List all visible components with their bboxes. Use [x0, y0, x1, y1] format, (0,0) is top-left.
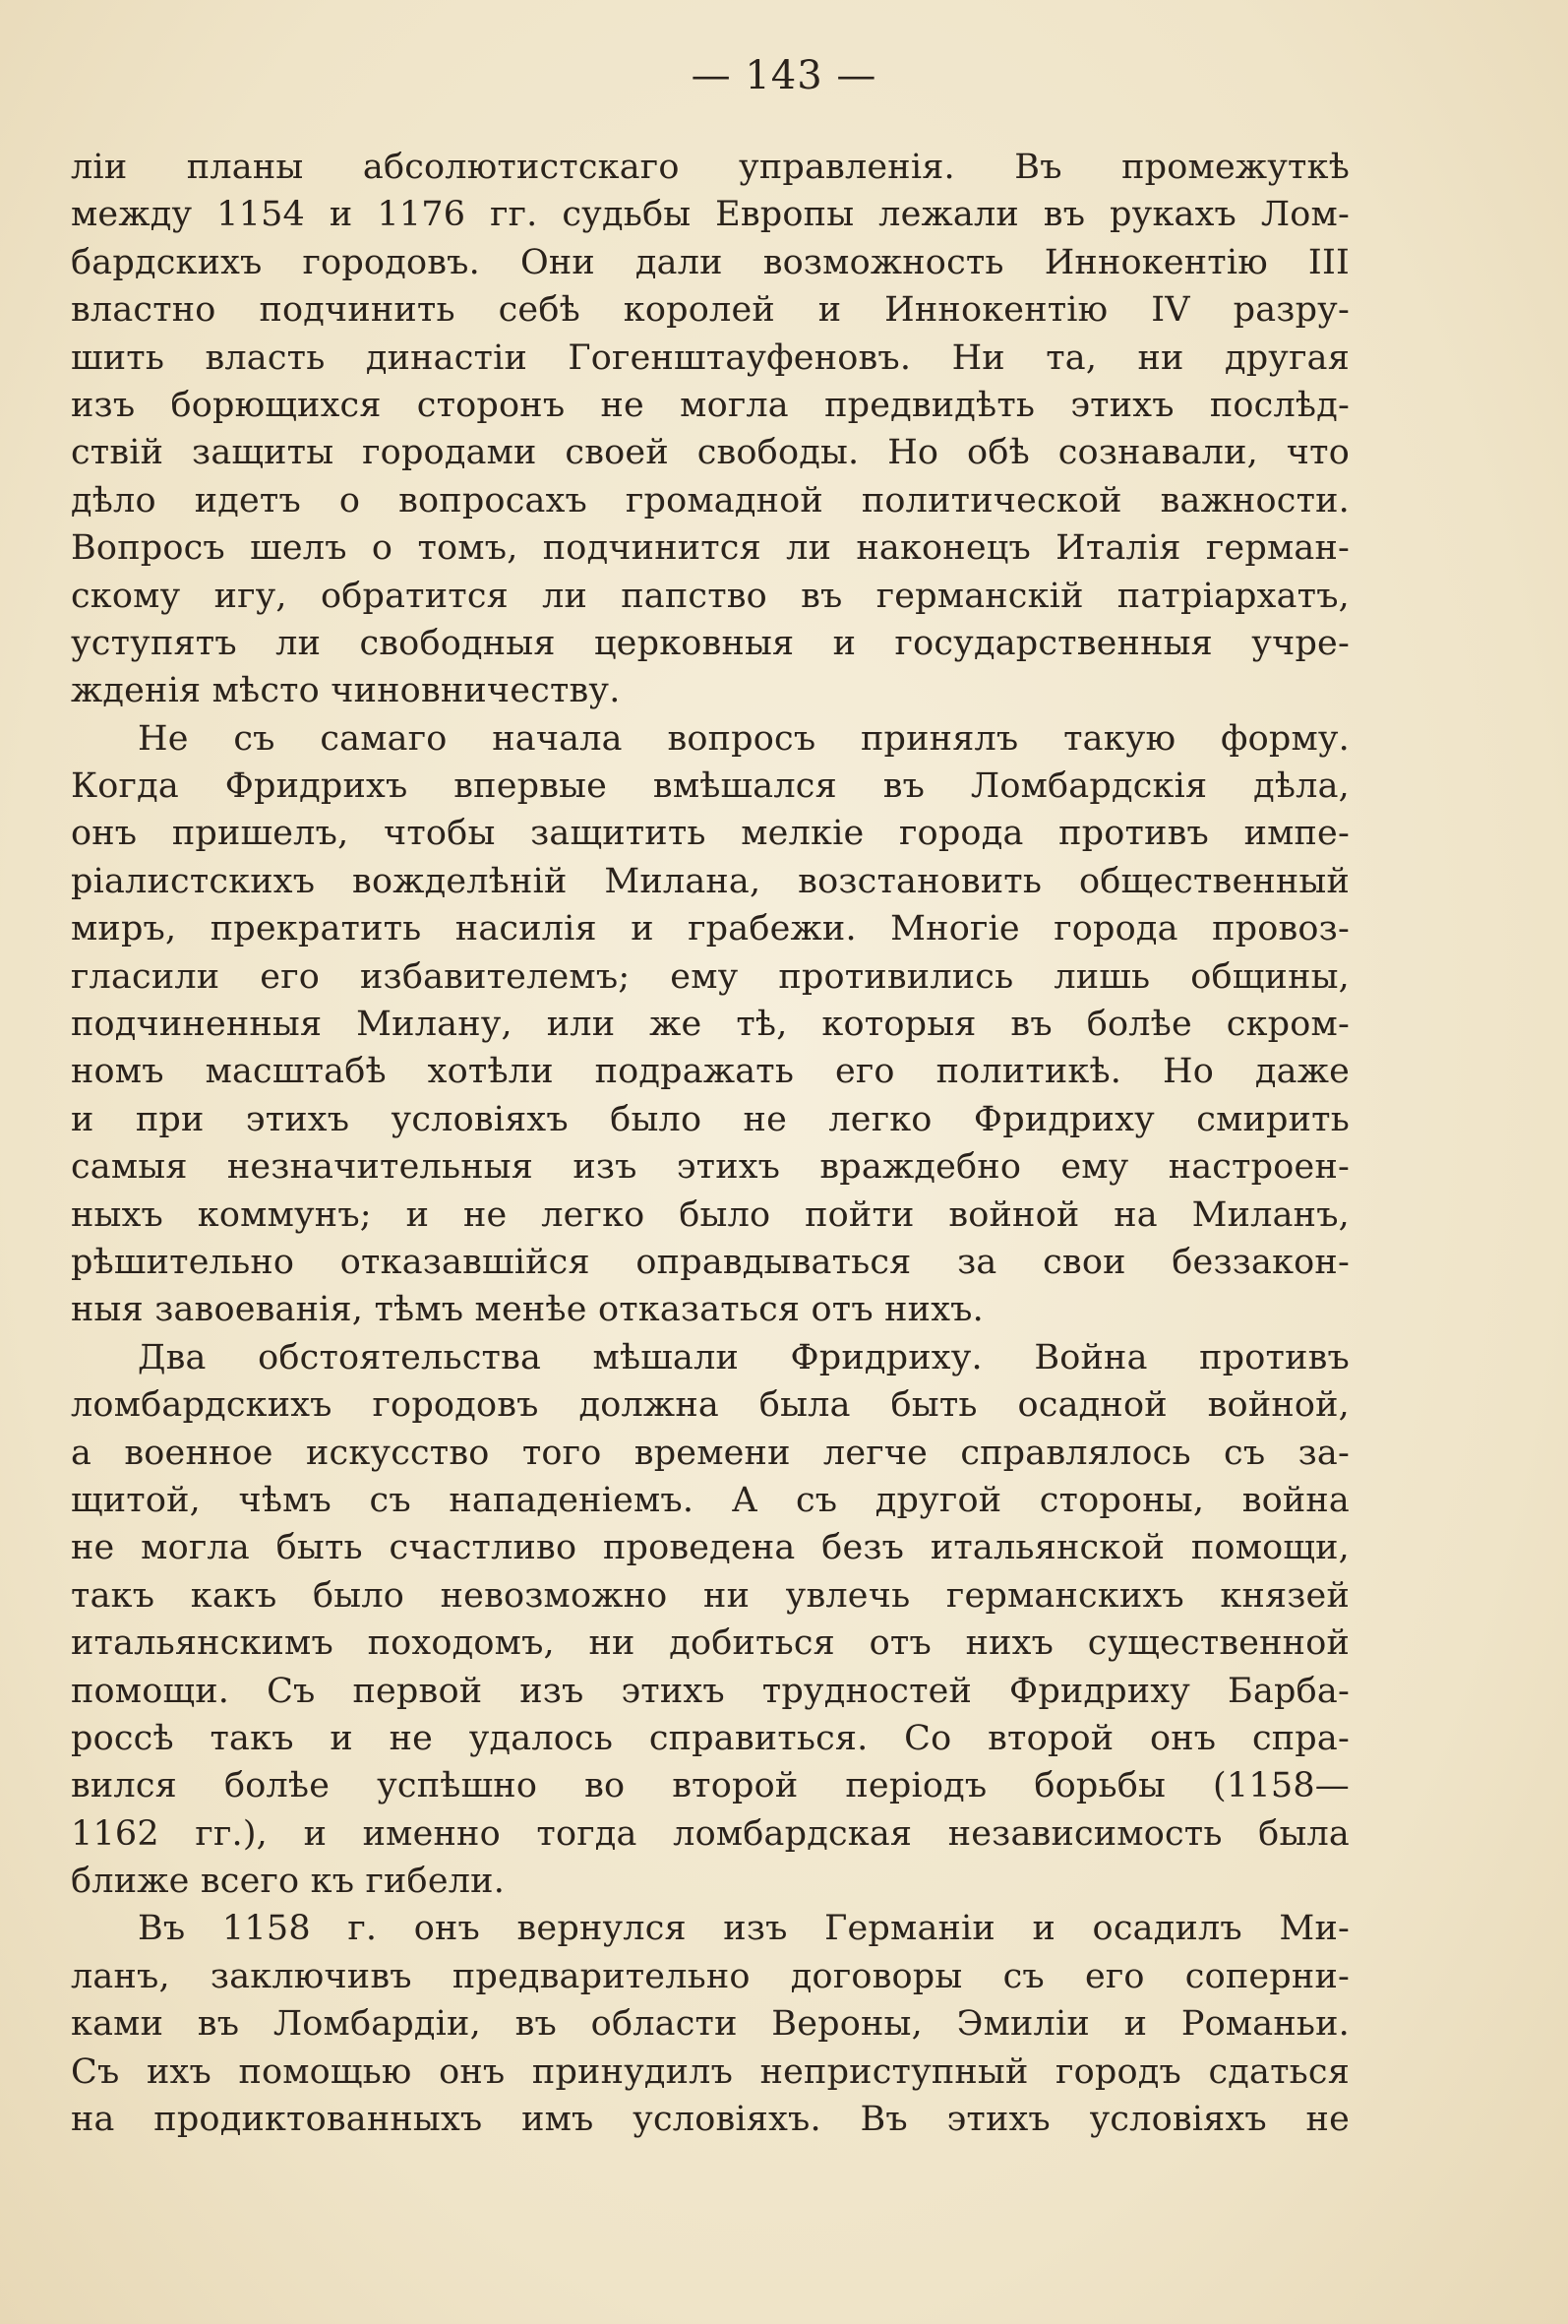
text-line: Съ ихъ помощью онъ принудилъ неприступный городъ сдаться	[71, 2051, 1350, 2092]
text-line: миръ, прекратить насилія и грабежи. Многіе города провоз-	[71, 909, 1350, 949]
text-line: Не съ самаго начала вопросъ принялъ такую форму.	[138, 718, 1350, 759]
text-line: изъ борющихся сторонъ не могла предвидѣть этихъ послѣд-	[71, 385, 1350, 425]
text-line: а военное искусство того времени легче справлялось съ за-	[71, 1433, 1350, 1473]
text-line: щитой, чѣмъ съ нападеніемъ. А съ другой стороны, война	[71, 1480, 1350, 1520]
text-line: уступятъ ли свободныя церковныя и государственныя учре-	[71, 623, 1350, 663]
text-line: ками въ Ломбардіи, въ области Вероны, Эмиліи и Романьи.	[71, 2004, 1350, 2045]
text-line: и при этихъ условіяхъ было не легко Фридриху смирить	[71, 1099, 1350, 1139]
text-line: ріалистскихъ вожделѣній Милана, возстановить общественный	[71, 861, 1350, 901]
text-line: подчиненныя Милану, или же тѣ, которыя въ болѣе скром-	[71, 1005, 1350, 1045]
text-line: на продиктованныхъ имъ условіяхъ. Въ этихъ условіяхъ не	[71, 2100, 1350, 2140]
text-line: гласили его избавителемъ; ему противились лишь общины,	[71, 956, 1350, 997]
text-line: вился болѣе успѣшно во второй періодъ борьбы (1158—	[71, 1766, 1350, 1806]
text-line: шить власть династіи Гогенштауфеновъ. Ни та, ни другая	[71, 337, 1350, 378]
text-line: Когда Фридрихъ впервые вмѣшался въ Ломбардскія дѣла,	[71, 766, 1350, 807]
text-line: ближе всего къ гибели.	[71, 1862, 506, 1902]
text-line: рѣшительно отказавшійся оправдываться за свои беззакон-	[71, 1242, 1350, 1282]
text-line: Вопросъ шелъ о томъ, подчинится ли наконецъ Италія герман-	[71, 528, 1350, 569]
paragraph-3	[71, 1334, 1350, 1906]
text-line: скому игу, обратится ли папство въ германскій патріархатъ,	[71, 576, 1350, 616]
text-line: властно подчинить себѣ королей и Иннокентію IV разру-	[71, 290, 1350, 331]
text-line: Въ 1158 г. онъ вернулся изъ Германіи и осадилъ Ми-	[138, 1909, 1350, 1949]
text-line: не могла быть счастливо проведена безъ итальянской помощи,	[71, 1528, 1350, 1568]
paragraph-1	[71, 144, 1350, 715]
text-line: помощи. Съ первой изъ этихъ трудностей Фридриху Барба-	[71, 1671, 1350, 1711]
text-line: ныя завоеванія, тѣмъ менѣе отказаться отъ нихъ.	[71, 1290, 984, 1330]
text-line: дѣло идетъ о вопросахъ громадной политической важности.	[71, 480, 1350, 520]
page-number: — 143 —	[691, 53, 877, 98]
text-line: между 1154 и 1176 гг. судьбы Европы лежали въ рукахъ Лом-	[71, 195, 1350, 235]
text-line: ныхъ коммунъ; и не легко было пойти войной на Миланъ,	[71, 1194, 1350, 1235]
paragraph-4	[71, 1905, 1350, 2143]
text-line: 1162 гг.), и именно тогда ломбардская независимость была	[71, 1813, 1350, 1854]
text-body	[71, 144, 1350, 2143]
text-line: ланъ, заключивъ предварительно договоры съ его соперни-	[71, 1956, 1350, 1996]
text-line: жденія мѣсто чиновничеству.	[71, 671, 621, 711]
text-line: ліи планы абсолютистскаго управленія. Въ промежуткѣ	[71, 148, 1350, 187]
text-line: бардскихъ городовъ. Они дали возможность Иннокентію III	[71, 242, 1350, 282]
text-line: самыя незначительныя изъ этихъ враждебно ему настроен-	[71, 1147, 1350, 1188]
paragraph-2	[71, 715, 1350, 1334]
text-line: онъ пришелъ, чтобы защитить мелкіе города противъ импе-	[71, 814, 1350, 854]
text-line: ломбардскихъ городовъ должна была быть осадной войной,	[71, 1385, 1350, 1426]
text-line: итальянскимъ походомъ, ни добиться отъ нихъ существенной	[71, 1623, 1350, 1664]
text-line: такъ какъ было невозможно ни увлечь германскихъ князей	[71, 1575, 1350, 1616]
text-line: номъ масштабѣ хотѣли подражать его политикѣ. Но даже	[71, 1052, 1350, 1092]
text-line: россѣ такъ и не удалось справиться. Со второй онъ спра-	[71, 1718, 1350, 1758]
text-line: Два обстоятельства мѣшали Фридриху. Война противъ	[138, 1337, 1350, 1377]
text-line: ствій защиты городами своей свободы. Но обѣ сознавали, что	[71, 433, 1350, 473]
